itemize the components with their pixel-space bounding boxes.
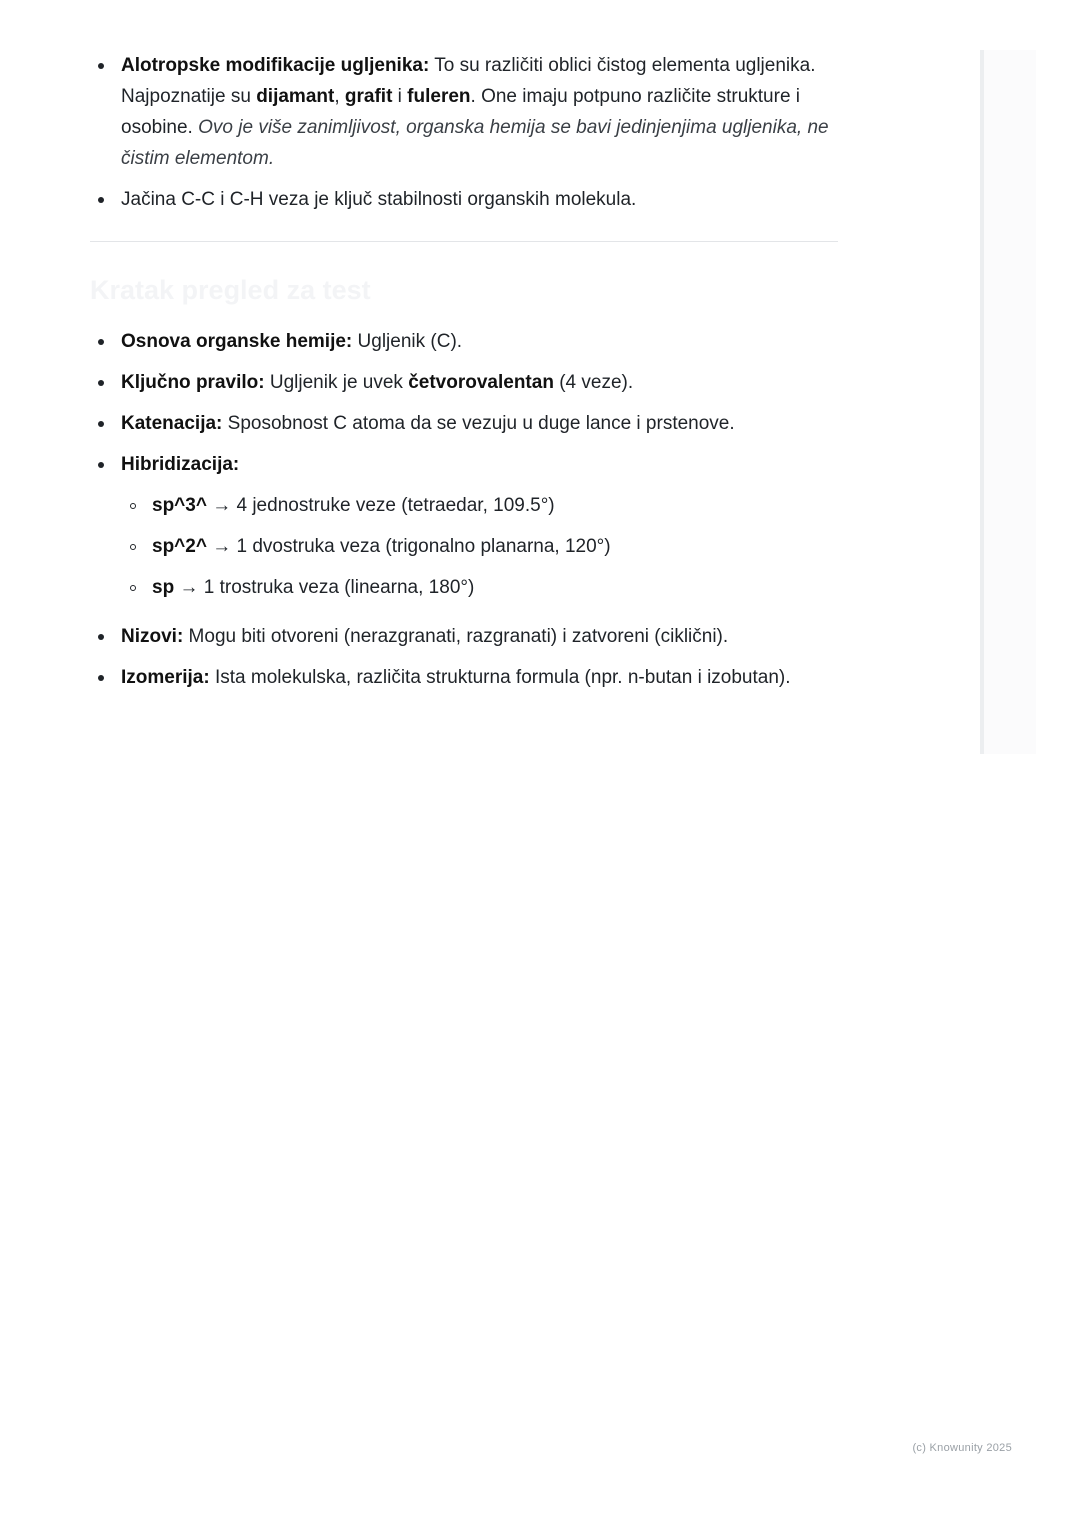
item-text: Ugljenik je uvek	[264, 372, 409, 393]
list-item-pravilo	[90, 367, 838, 398]
item-text: (4 veze).	[553, 372, 634, 393]
divider	[90, 241, 838, 242]
item-text: Jačina C-C i C-H veza je ključ stabilnosti organskih molekula.	[121, 189, 637, 210]
top-bullet-list	[90, 50, 838, 215]
item-lead: Osnova organske hemije:	[121, 331, 353, 352]
list-item-katenacija	[90, 408, 838, 439]
document-content	[90, 50, 838, 703]
item-text: Mogu biti otvoreni (nerazgranati, razgranati) i zatvoreni (ciklični).	[183, 626, 729, 647]
sub-item-lead: sp^2^	[152, 536, 207, 557]
section-heading: Kratak pregled za test	[90, 275, 371, 305]
list-item-jacina	[90, 184, 838, 215]
copyright-footer: (c) Knowunity 2025	[912, 1442, 1012, 1454]
item-lead: Ključno pravilo:	[121, 372, 265, 393]
item-lead: Hibridizacija:	[121, 454, 240, 475]
sub-item-lead: sp	[152, 577, 175, 598]
sub-item-text: → 4 jednostruke veze (tetraedar, 109.5°)	[206, 495, 555, 516]
item-lead: Izomerija:	[121, 667, 210, 688]
list-item-hibridizacija	[90, 449, 838, 603]
item-lead: Nizovi:	[121, 626, 184, 647]
term-grafit: grafit	[344, 86, 393, 107]
separator: ,	[334, 86, 345, 107]
hibridizacija-sub-list	[121, 490, 838, 603]
sub-item-text: → 1 trostruka veza (linearna, 180°)	[174, 577, 475, 598]
term-dijamant: dijamant	[256, 86, 335, 107]
term-cetvorovalentan: četvorovalentan	[408, 372, 554, 393]
item-text: Sposobnost C atoma da se vezuju u duge lance i prstenove.	[222, 413, 735, 434]
sub-item-sp3	[121, 490, 838, 521]
item-lead: Alotropske modifikacije ugljenika:	[121, 55, 430, 76]
side-panel	[980, 50, 1036, 754]
sub-item-lead: sp^3^	[152, 495, 207, 516]
sub-item-text: → 1 dvostruka veza (trigonalno planarna, 120°)	[206, 536, 611, 557]
item-lead: Katenacija:	[121, 413, 223, 434]
term-fuleren: fuleren	[407, 86, 471, 107]
item-text: . One imaju potpuno različite strukture i osobine.	[121, 86, 801, 138]
list-item-nizovi	[90, 621, 838, 652]
list-item-izomerija	[90, 662, 838, 693]
separator: i	[392, 86, 408, 107]
list-item-osnova	[90, 326, 838, 357]
item-text: Ugljenik (C).	[352, 331, 463, 352]
italic-note: Ovo je više zanimljivost, organska hemija se bavi jedinjenjima ugljenika, ne čistim elementom.	[121, 117, 829, 169]
sub-item-sp2	[121, 531, 838, 562]
summary-bullet-list	[90, 326, 838, 693]
item-text: To su različiti oblici čistog elementa ugljenika. Najpoznatije su	[121, 55, 816, 107]
list-item-alotropske	[90, 50, 838, 174]
sub-item-sp	[121, 572, 838, 603]
item-text: Ista molekulska, različita strukturna formula (npr. n-butan i izobutan).	[209, 667, 791, 688]
